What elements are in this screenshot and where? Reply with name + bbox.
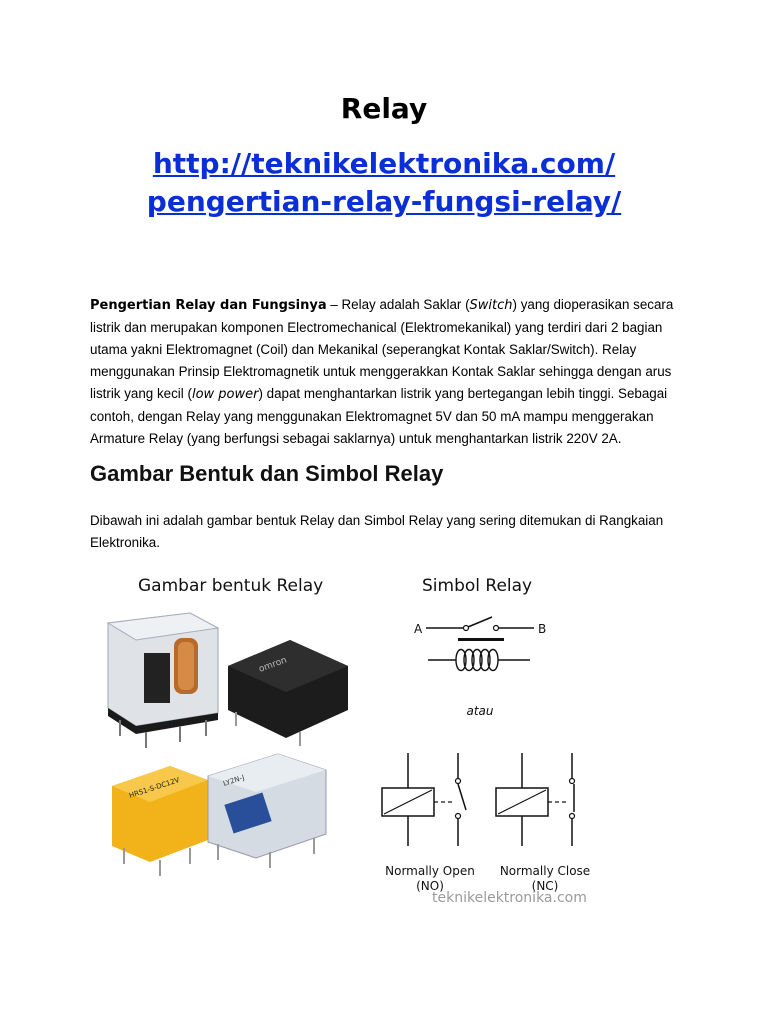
figure-label-right: Simbol Relay [422, 576, 533, 596]
relay-photos [100, 608, 360, 908]
black-relay-image [228, 640, 348, 746]
yellow-relay-image [112, 766, 208, 876]
intro-paragraph [90, 294, 690, 450]
intro-italic-2: low power [191, 387, 259, 402]
clear-relay-image [108, 613, 218, 748]
node-a-label: A [414, 622, 423, 636]
no-nc-symbols [378, 748, 598, 858]
intro-text-1: – Relay adalah Saklar ( [326, 297, 470, 312]
intro-text-3: ) dapat menghantarkan listrik yang bertegangan lebih tinggi. Sebagai contoh, dengan Relay yang menggunakan Elektromagnet 5V dan 50 mA mampu menggerakan Armature Relay (yang berfungsi sebagai saklarnya) untuk menghantarkan listrik 220V 2A. [90, 386, 668, 446]
normally-open-abbr: (NO) [416, 879, 444, 893]
normally-close-abbr: (NC) [531, 879, 559, 893]
source-link[interactable] [0, 145, 768, 221]
relay-symbol-diagram [400, 614, 600, 694]
node-b-label: B [538, 622, 547, 636]
relay-figure [100, 568, 620, 918]
normally-open-label: Normally Open [385, 864, 475, 878]
source-link-line-1[interactable]: http://teknikelektronika.com/ [152, 147, 616, 180]
section-heading: Gambar Bentuk dan Simbol Relay [90, 461, 444, 486]
clear-blue-relay-image [208, 754, 326, 868]
watermark: teknikelektronika.com [432, 890, 587, 906]
intro-bold-term: Pengertian Relay dan Fungsinya [90, 298, 327, 313]
intro-text-2: ) yang dioperasikan secara listrik dan merupakan komponen Electromechanical (Elektromekanikal) yang terdiri dari 2 bagian utama yakni Elektromagnet (Coil) dan Mekanikal (seperangkat Kontak Saklar/Switch). Relay menggunakan Prinsip Elektromagnetik untuk menggerakkan Kontak Saklar sehingga dengan arus listrik yang kecil ( [90, 297, 674, 401]
intro-italic-1: Switch [469, 298, 513, 313]
black-relay-brand: omron [257, 655, 289, 675]
clear-blue-relay-text: LY2N-J [222, 773, 246, 788]
atau-label: atau [466, 704, 494, 718]
source-link-line-2[interactable]: pengertian-relay-fungsi-relay/ [146, 185, 622, 218]
section-paragraph: Dibawah ini adalah gambar bentuk Relay dan Simbol Relay yang sering ditemukan di Rangkaian Elektronika. [90, 513, 664, 550]
normally-close-label: Normally Close [499, 864, 591, 878]
figure-label-left: Gambar bentuk Relay [138, 576, 324, 596]
page-title: Relay [340, 92, 428, 125]
yellow-relay-text: HRS1-S-DC12V [128, 776, 181, 800]
